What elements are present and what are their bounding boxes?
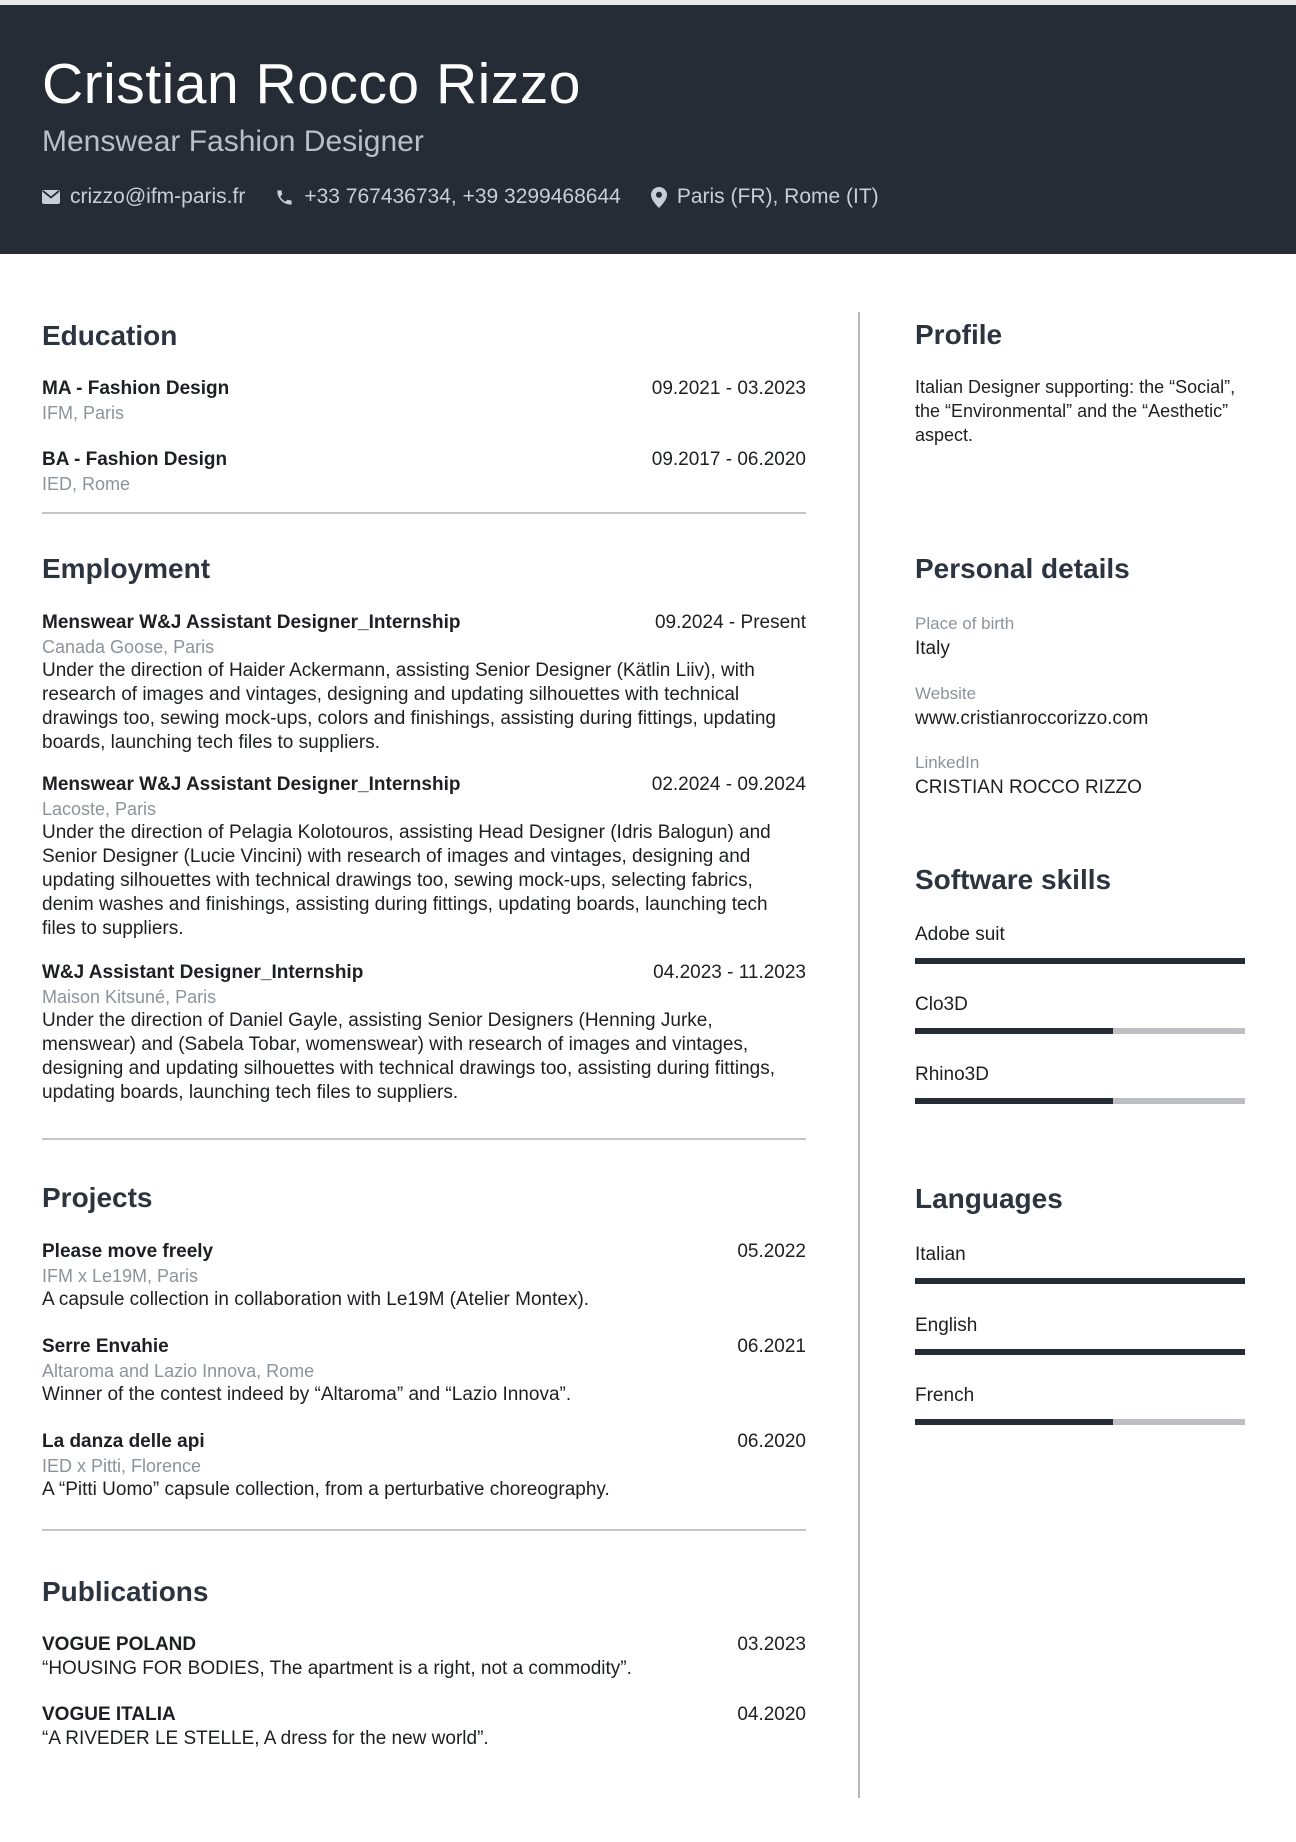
- entry-description: “A RIVEDER LE STELLE, A dress for the new world”.: [42, 1728, 489, 1749]
- contact-phone[interactable]: [275, 185, 621, 209]
- entry-description: Under the direction of Pelagia Kolotouros, assisting Head Designer (Idris Balogun) and Senior Designer (Lucie Vincini) with research of images and vintages, designing and updating silhouettes with technical drawings too, sewing mock-ups, selecting fabrics, denim washes and finishings, assisting during fittings, updating boards, launching tech files to suppliers.: [42, 822, 771, 939]
- section-title: Profile: [915, 319, 1003, 350]
- publication-entry: [42, 1704, 806, 1751]
- detail-label: LinkedIn: [915, 753, 980, 772]
- contact-bar: [42, 185, 909, 209]
- education-entry: [42, 449, 806, 495]
- skill-level-bar: [915, 958, 1245, 964]
- education-section: [42, 320, 806, 352]
- entry-description: A “Pitti Uomo” capsule collection, from a perturbative choreography.: [42, 1479, 610, 1500]
- entry-description: Under the direction of Daniel Gayle, assisting Senior Designers (Henning Jurke, menswear) and (Sabela Tobar, womenswear) with research of images and vintages, designing and updating silhouettes with technical drawings too, assisting during fittings, updating boards, launching tech files to suppliers.: [42, 1010, 776, 1103]
- entry-organization: Canada Goose, Paris: [42, 637, 215, 657]
- language-level-bar: [915, 1349, 1245, 1355]
- website-link[interactable]: www.cristianroccorizzo.com: [915, 708, 1149, 729]
- profile-section: [915, 319, 1245, 447]
- entry-title: VOGUE ITALIA: [42, 1704, 176, 1725]
- candidate-name: Cristian Rocco Rizzo: [42, 52, 581, 116]
- entry-organization: Maison Kitsuné, Paris: [42, 987, 217, 1007]
- skill-name: Rhino3D: [915, 1064, 989, 1085]
- phone-text: +33 767436734, +39 3299468644: [304, 185, 621, 208]
- entry-title: Menswear W&J Assistant Designer_Internship: [42, 612, 461, 633]
- skill-level-bar: [915, 1028, 1245, 1034]
- entry-title: MA - Fashion Design: [42, 378, 230, 399]
- skill-level-fill: [915, 958, 1245, 964]
- entry-description: “HOUSING FOR BODIES, The apartment is a right, not a commodity”.: [42, 1658, 632, 1679]
- detail-value: Italy: [915, 638, 950, 659]
- contact-email[interactable]: [42, 185, 245, 209]
- section-title: Personal details: [915, 553, 1130, 584]
- personal-detail: [915, 684, 1245, 730]
- language-level-bar: [915, 1278, 1245, 1284]
- entry-title: Serre Envahie: [42, 1336, 169, 1357]
- entry-date: 06.2020: [737, 1431, 806, 1452]
- employment-section: [42, 553, 806, 585]
- section-title: Languages: [915, 1183, 1063, 1214]
- entry-date: 06.2021: [737, 1336, 806, 1357]
- entry-organization: IED x Pitti, Florence: [42, 1456, 202, 1476]
- email-text: crizzo@ifm-paris.fr: [70, 185, 246, 208]
- language-level-fill: [915, 1278, 1245, 1284]
- envelope-icon: [42, 190, 60, 204]
- project-entry: [42, 1431, 806, 1502]
- section-title: Education: [42, 320, 178, 351]
- entry-description: Under the direction of Haider Ackermann, assisting Senior Designer (Kätlin Liiv), with research of images and vintages, designing and updating silhouettes with technical drawings too, sewing mock-ups, colors and finishings, assisting during fittings, updating boards, launching tech files to suppliers.: [42, 660, 776, 753]
- section-title: Software skills: [915, 864, 1112, 895]
- employment-entry: [42, 962, 806, 1105]
- skill-level-fill: [915, 1098, 1113, 1104]
- entry-description: Winner of the contest indeed by “Altaroma” and “Lazio Innova”.: [42, 1384, 572, 1405]
- languages-section: [915, 1183, 1245, 1215]
- location-text: Paris (FR), Rome (IT): [676, 185, 879, 208]
- skill-level-bar: [915, 1098, 1245, 1104]
- skill-item: [915, 924, 1245, 964]
- entry-organization: IFM, Paris: [42, 403, 125, 423]
- language-item: [915, 1385, 1245, 1425]
- software-skills-section: [915, 864, 1245, 896]
- entry-title: Please move freely: [42, 1241, 214, 1262]
- column-divider: [858, 312, 860, 1798]
- skill-name: Adobe suit: [915, 924, 1005, 945]
- resume-header: [0, 5, 1296, 254]
- personal-detail: [915, 614, 1245, 660]
- entry-organization: Lacoste, Paris: [42, 799, 157, 819]
- education-entry: [42, 378, 806, 424]
- entry-date: 04.2020: [737, 1704, 806, 1725]
- entry-date: 03.2023: [737, 1634, 806, 1655]
- entry-date: 04.2023 - 11.2023: [653, 962, 806, 983]
- profile-text: Italian Designer supporting: the “Social”, the “Environmental” and the “Aesthetic” aspect.: [915, 377, 1236, 445]
- detail-label: Website: [915, 684, 977, 703]
- contact-location: [651, 185, 879, 209]
- entry-title: W&J Assistant Designer_Internship: [42, 962, 364, 983]
- language-item: [915, 1244, 1245, 1284]
- personal-detail: [915, 753, 1245, 799]
- entry-date: 09.2024 - Present: [654, 612, 806, 633]
- entry-date: 09.2017 - 06.2020: [651, 449, 806, 470]
- entry-title: BA - Fashion Design: [42, 449, 228, 470]
- language-name: French: [915, 1385, 975, 1406]
- section-divider: [42, 1529, 806, 1531]
- personal-details-section: [915, 553, 1245, 585]
- language-level-fill: [915, 1419, 1113, 1425]
- employment-entry: [42, 774, 806, 941]
- map-pin-icon: [651, 187, 667, 208]
- employment-entry: [42, 612, 806, 755]
- resume-page: [0, 5, 1296, 1842]
- entry-date: 05.2022: [737, 1241, 806, 1262]
- skill-name: Clo3D: [915, 994, 968, 1015]
- entry-date: 02.2024 - 09.2024: [651, 774, 806, 795]
- skill-item: [915, 1064, 1245, 1104]
- skill-item: [915, 994, 1245, 1034]
- language-name: English: [915, 1315, 978, 1336]
- entry-organization: IFM x Le19M, Paris: [42, 1266, 199, 1286]
- skill-level-fill: [915, 1028, 1113, 1034]
- detail-label: Place of birth: [915, 614, 1015, 633]
- language-level-fill: [915, 1349, 1245, 1355]
- project-entry: [42, 1336, 806, 1407]
- publications-section: [42, 1576, 806, 1608]
- section-divider: [42, 1138, 806, 1140]
- language-item: [915, 1315, 1245, 1355]
- publication-entry: [42, 1634, 806, 1681]
- entry-organization: IED, Rome: [42, 474, 131, 494]
- language-name: Italian: [915, 1244, 966, 1265]
- entry-title: La danza delle api: [42, 1431, 205, 1452]
- phone-icon: [275, 188, 294, 207]
- section-divider: [42, 512, 806, 514]
- section-title: Publications: [42, 1576, 209, 1607]
- entry-description: A capsule collection in collaboration with Le19M (Atelier Montex).: [42, 1289, 590, 1310]
- linkedin-link[interactable]: CRISTIAN ROCCO RIZZO: [915, 777, 1142, 798]
- section-title: Projects: [42, 1182, 153, 1213]
- projects-section: [42, 1182, 806, 1214]
- entry-date: 09.2021 - 03.2023: [651, 378, 806, 399]
- language-level-bar: [915, 1419, 1245, 1425]
- entry-title: Menswear W&J Assistant Designer_Internship: [42, 774, 461, 795]
- entry-organization: Altaroma and Lazio Innova, Rome: [42, 1361, 315, 1381]
- entry-title: VOGUE POLAND: [42, 1634, 197, 1655]
- section-title: Employment: [42, 553, 211, 584]
- candidate-role: Menswear Fashion Designer: [42, 125, 424, 158]
- project-entry: [42, 1241, 806, 1312]
